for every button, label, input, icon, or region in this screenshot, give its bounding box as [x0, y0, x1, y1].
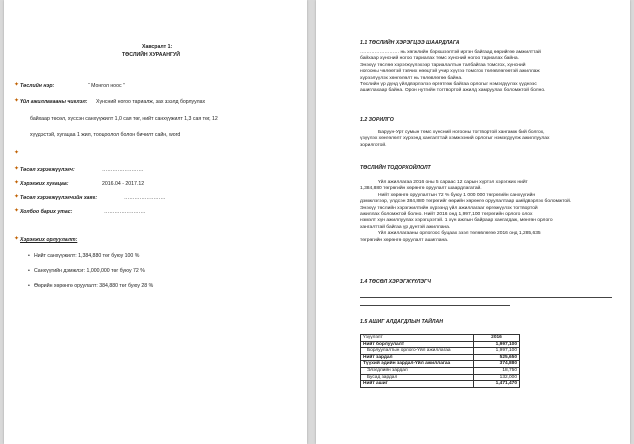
- bullet-icon: ✦: [14, 82, 20, 88]
- bullet-dot-icon: •: [28, 253, 30, 259]
- bullet-icon: ✦: [14, 180, 20, 186]
- paragraph-line: хүрээлүүлэх хөнгөлөлт нь төлөвлөгөө байна.: [360, 75, 463, 81]
- table-cell-value: 525,650: [474, 354, 520, 361]
- table-header-cell: Үзүүлэлт: [361, 335, 474, 342]
- table-row: [361, 381, 520, 388]
- paragraph-line: Баруун-Урт сумын төмс хүнсний ногооны тогтвортой хангамж бий болгох,: [378, 130, 545, 135]
- paragraph-line: зорилготой.: [360, 142, 387, 148]
- description-line: хүүдэстэй, хугацаа 1 жил, тооцоолол болон бичилт сайн, word: [30, 132, 181, 138]
- table-row: [361, 374, 520, 381]
- paragraph-line: байхаар хүнсний ногоо тариалах төмс хүнсний ногоо тариалах байна.: [360, 56, 519, 62]
- bullet-icon: ✦: [14, 236, 20, 242]
- paragraph-line: нэмэлт хүн ажиллуулах хэрэгцээтэй. 1 хүн ажлын байраар хангагдаж, мөнгөн орлого: [360, 218, 553, 224]
- table-cell-label: Нийт зардал: [361, 354, 474, 361]
- document-page-left: [4, 0, 307, 444]
- contact-value: ……………………: [104, 209, 146, 215]
- activity-value: Хүнсний ногоо тариалж, зах зээлд борлуулах: [96, 99, 206, 105]
- goal-paragraph: [360, 130, 614, 149]
- table-row: [361, 354, 520, 361]
- table-row: [361, 348, 520, 355]
- document-page-right: [316, 0, 630, 444]
- paragraph-line: Үйл ажиллагаа 2016 оны 5 сараас 12 сарын хүртэл хэрэгжих нийт: [378, 180, 528, 185]
- paragraph-line: ажиллах боломжтой болно. Нийт 2016 онд 1,997,100 төгрөгийн орлого олох: [360, 212, 533, 218]
- table-cell-value: 18,750: [474, 367, 520, 374]
- table-row: [361, 341, 520, 348]
- bullet-icon: ✦: [14, 194, 20, 200]
- location-label: Төсөл хэрэгжүүлэгчийн хаяг:: [20, 195, 98, 201]
- activity-label: Үйл ажиллагааны чиглэл:: [20, 99, 88, 105]
- table-cell-label: Бусад зардал: [361, 374, 474, 381]
- paragraph-line: Нийт хөрөнгө оруулалтын 72 % буюу 1 000 000 төгрөгийн санхүүгийн: [378, 192, 536, 198]
- bearer-value: ……………………: [102, 167, 144, 173]
- table-cell-value: 1,997,100: [474, 348, 520, 355]
- table-cell-value: 1,471,470: [474, 381, 520, 388]
- profit-loss-table: [360, 334, 520, 388]
- budget-label: Хэрэгжих орлуулалт:: [20, 237, 78, 243]
- paragraph-line: Төслийн үр дүнд үйлдвэрлэлээ өргөтгөж байгаа орлогыг нэмэгдүүлэх үүднээс: [360, 82, 537, 88]
- paragraph-line: төгрөгийн хөрөнгө оруулалт ашиглана.: [360, 237, 449, 243]
- budget-item: Нийт санхүүжилт: 1,384,880 төг буюу 100 %: [34, 253, 140, 259]
- result-paragraph: [360, 180, 614, 244]
- table-cell-label: Борлуулалтын орлого-Үйл ажиллагаа: [361, 348, 474, 355]
- table-header-row: [361, 335, 520, 342]
- table-cell-label: Түүхий эдийн зардал-Үйл ажиллагаа: [361, 361, 474, 368]
- duration-label: Хэрэгжих хугацаа:: [20, 181, 69, 187]
- section-heading-result: ТӨСЛИЙН ТОДОРХОЙЛОЛТ: [360, 165, 431, 171]
- fill-line: [360, 297, 612, 298]
- location-value: ……………………: [124, 195, 166, 201]
- bullet-icon: ✦: [14, 208, 20, 214]
- duration-value: 2016.04 - 2017.12: [102, 181, 145, 187]
- paragraph-line: 1,384,880 төгрөгийн хөрөнгө оруулалт шаардлагатай.: [360, 186, 482, 192]
- description-line: байхаар төсөл, хүссэн санхүүжилт 1,0 сая төг, нийт санхүүжилт 1,3 сая төг, 12: [30, 116, 218, 122]
- contact-label: Холбоо барих утас:: [20, 209, 73, 215]
- project-name-value: “ Монгол ноос ”: [88, 83, 125, 89]
- annex-label: Хавсралт 1:: [142, 44, 173, 50]
- table-row: [361, 361, 520, 368]
- section-heading-goal: 1.2 ЗОРИЛГО: [360, 117, 394, 123]
- table-header-cell: 2016: [474, 335, 520, 342]
- paragraph-line: ногооны чөлөөтэй тэвчих нөөцтэй учир хүүгээ томсгох төлөвлөгөөтэй ажиллаж: [360, 69, 540, 75]
- budget-item: Өөрийн хөрөнгө оруулалт: 384,880 төг буюу 28 %: [34, 283, 154, 289]
- bearer-label: Төсөл хэрэгжүүлэгч:: [20, 167, 75, 173]
- paragraph-line: дэмжлэгээр, үлдсэн 384,880 төгрөгийг өөрийн хөрөнгө оруулалтаар шийдвэрлэх боломжтой.: [360, 199, 572, 205]
- paragraph-line: Энэхүү төслийн хэрэгжилтийн хүрээнд үйл ажиллагааг өргөжүүлэх тогтвортой: [360, 205, 538, 211]
- table-cell-label: Нийт борлуулалт: [361, 341, 474, 348]
- bullet-icon: ✦: [14, 98, 20, 104]
- paragraph-line: ашиглахаар байна. Орон нутгийн тогтвортой ажилд хамруулах боломжтой болно.: [360, 88, 546, 94]
- section-heading-implementer: 1.4 ТӨСӨЛ ХЭРЭГЖҮҮЛЭГЧ: [360, 279, 431, 285]
- table-row: [361, 367, 520, 374]
- table-cell-value: 374,880: [474, 361, 520, 368]
- need-paragraph: [360, 50, 614, 95]
- section-heading-profit-loss: 1.5 АШИГ АЛДАГДЛЫН ТАЙЛАН: [360, 319, 443, 325]
- paragraph-line: Үйл ажиллагааны орлогоос буцаах зээл төлөвлөгөө 2016 онд 1,285,635: [378, 231, 541, 237]
- table-cell-value: 1,997,100: [474, 341, 520, 348]
- table-cell-value: 132,000: [474, 374, 520, 381]
- budget-item: Санхүүгийн дэмжлэг: 1,000,000 төг буюу 72 %: [34, 268, 145, 274]
- fill-line: [360, 305, 510, 306]
- paragraph-line: Энэхүү төслөө хэрэгжүүлэхээр тариалалтын талбайгаа томсгох, хүнсний: [360, 62, 526, 68]
- bullet-icon: ✦: [14, 166, 20, 172]
- bullet-dot-icon: •: [28, 283, 30, 289]
- paragraph-line: үзүүлэх хөнгөлөлт хүрээнд хангалттай хэмжээний орлогыг нэмэгдүүлж ажиллуулах: [360, 136, 550, 142]
- paragraph-line: хангалттай байгаа үр дүнтэй ажиллана.: [360, 224, 451, 230]
- page-title: ТӨСЛИЙН ХУРААНГУЙ: [122, 52, 180, 58]
- bullet-icon: ✦: [14, 150, 20, 156]
- section-heading-need: 1.1 ТӨСЛИЙН ХЭРЭГЦЭЭ ШААРДЛАГА: [360, 40, 460, 46]
- paragraph-line: …………………… нь хөгжлийн бэрхшээлтэй иргэн байгаад өөрийгөө амжилттай: [360, 50, 541, 55]
- table-cell-label: Нийт ашиг: [361, 381, 474, 388]
- project-name-label: Төслийн нэр:: [20, 83, 55, 89]
- table-cell-label: Элэгдлийн зардал: [361, 367, 474, 374]
- bullet-dot-icon: •: [28, 268, 30, 274]
